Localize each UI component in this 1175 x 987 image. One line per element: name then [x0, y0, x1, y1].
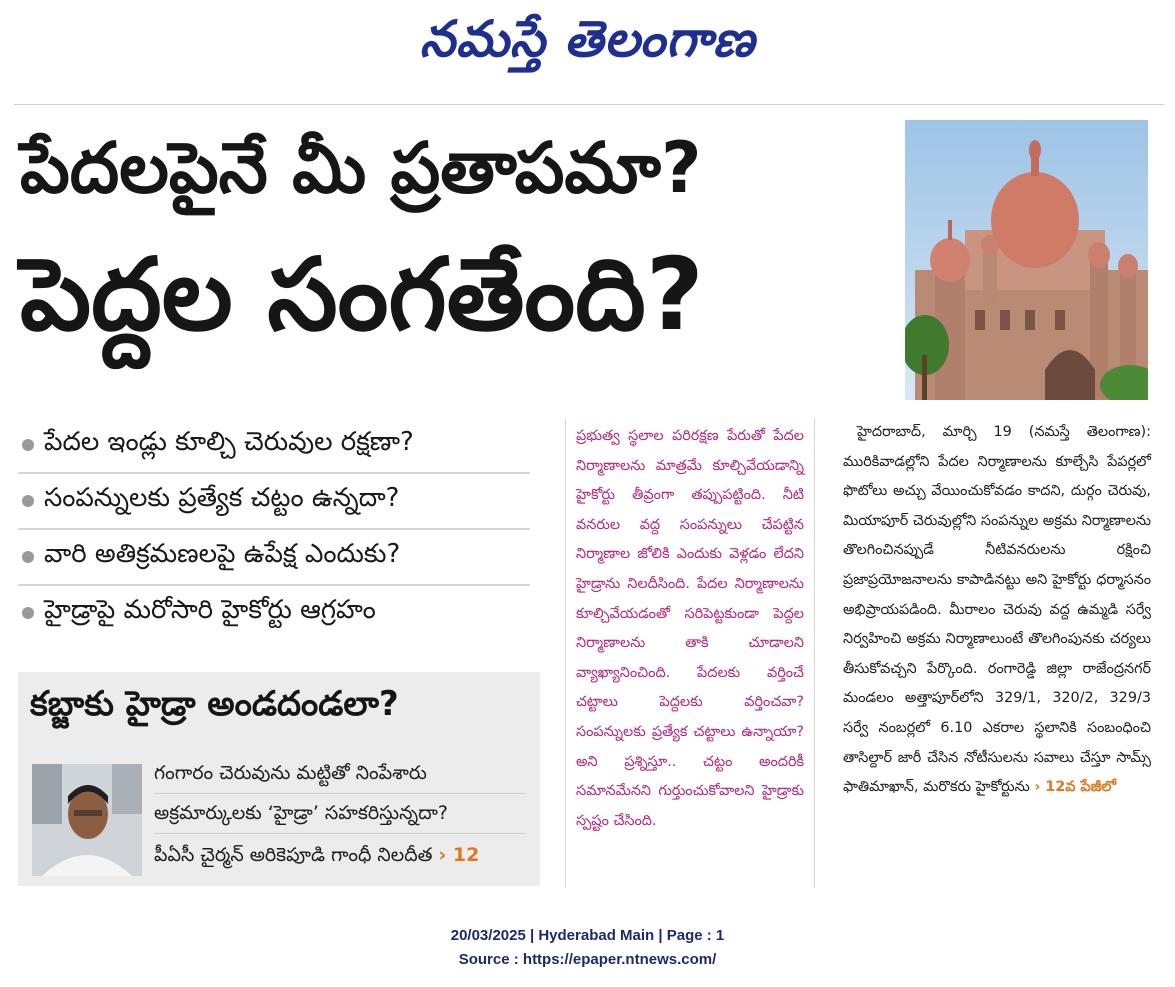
bullet-item	[18, 586, 530, 640]
high-court-photo	[905, 120, 1148, 400]
related-story-line: అక్రమార్కులకు ‘హైడ్రా’ సహకరిస్తున్నదా?	[154, 802, 526, 834]
summary-column	[565, 418, 815, 888]
masthead-divider	[14, 104, 1164, 105]
headline-line-2: పెద్దల సంగతేంది?	[20, 236, 704, 353]
related-story-line-text: పీఏసీ చైర్మన్ అరికెపూడి గాంధీ నిలదీత	[154, 844, 433, 866]
related-story-line	[154, 844, 526, 875]
edition-info: 20/03/2025 | Hyderabad Main | Page : 1	[450, 927, 725, 944]
bullet-text: సంపన్నులకు ప్రత్యేక చట్టం ఉన్నదా?	[44, 483, 400, 513]
related-story-heading: కబ్జాకు హైడ్రా అండదండలా?	[30, 684, 399, 724]
article-column	[843, 418, 1151, 888]
article-body	[843, 418, 1151, 803]
related-story-line: గంగారం చెరువును మట్టితో నింపేశారు	[154, 762, 526, 794]
source-link[interactable]: Source : https://epaper.ntnews.com/	[458, 951, 717, 968]
bullet-text: పేదల ఇండ్లు కూల్చి చెరువుల రక్షణా?	[44, 427, 414, 457]
summary-text: ప్రభుత్వ స్థలాల పరిరక్షణ పేరుతో పేదల నిర్మాణాలను మాత్రమే కూల్చివేయడాన్ని హైకోర్టు తీవ్రంగా తప్పుపట్టింది. నీటి వనరుల వద్ద సంపన్నులు చేపట్టిన నిర్మాణాల జోలికి ఎందుకు వెళ్లడం లేదని హైడ్రాను నిలదీసింది. పేదల నిర్మాణాలను కూల్చివేయడంతో సరిపెట్టకుండా పెద్దల నిర్మాణాలను తాకి చూడాలని వ్యాఖ్యానించింది. పేదలకు వర్తించే చట్టాలు పెద్దలకు వర్తించవా? సంపన్నులకు ప్రత్యేక చట్టాలు ఉన్నాయా? అని ప్రశ్నిస్తూ.. చట్టం అందరికీ సమానమేనని గుర్తుంచుకోవాలని హైడ్రాకు స్పష్టం చేసింది.	[576, 428, 804, 829]
bullet-dot-icon	[22, 551, 34, 563]
article-text: హైదరాబాద్, మార్చి 19 (నమస్తే తెలంగాణ): మురికివాడల్లోని పేదల నిర్మాణాలను కూల్చేసి పేపర్లలో ఫొటోలు అచ్చు వేయించుకోవడం కాదని, దుర్గం చెరువు, మియాపూర్ చెరువుల్లోని సంపన్నుల అక్రమ నిర్మాణాలను తొలగించినప్పుడే నీటివనరులను రక్షించి ప్రజాప్రయోజనాలను కాపాడినట్టు అని హైకోర్టు ధర్మాసనం అభిప్రాయపడింది. మీరాలం చెరువు వద్ద ఉమ్మడి సర్వే నిర్వహించి అక్రమ నిర్మాణాలుంటే తొలగింపునకు చర్యలు తీసుకోవచ్చని పేర్కొంది. రంగారెడ్డి జిల్లా రాజేంద్రనగర్ మండలం అత్తాపూర్‌లోని 329/1, 320/2, 329/3 సర్వే నంబర్లలో 6.10 ఎకరాల స్థలానికి సంబంధించి తాసిల్దార్ జారీ చేసిన నోటీసులను సవాలు చేస్తూ సామ్స్ ఫాతిమాఖాన్, మరొకరు హైకోర్టును	[843, 424, 1151, 796]
bullet-dot-icon	[22, 439, 34, 451]
bullet-text: హైడ్రాపై మరోసారి హైకోర్టు ఆగ్రహం	[44, 595, 376, 625]
bullet-dot-icon	[22, 607, 34, 619]
bullet-list	[18, 418, 530, 640]
masthead	[0, 0, 1175, 96]
bullet-item	[18, 474, 530, 530]
newspaper-logo: నమస్తే తెలంగాణ	[419, 10, 756, 68]
related-story-box	[18, 672, 540, 886]
bullet-item	[18, 530, 530, 586]
epaper-footer	[0, 924, 1175, 972]
bullet-item	[18, 418, 530, 474]
page-reference-link[interactable]: › 12	[438, 844, 480, 866]
politician-photo	[32, 764, 142, 876]
continued-page-link[interactable]: › 12వ పేజీలో	[1034, 779, 1117, 796]
bullet-text: వారి అతిక్రమణలపై ఉపేక్ష ఎందుకు?	[44, 539, 401, 569]
bullet-dot-icon	[22, 495, 34, 507]
headline-line-1: పేదలపైనే మీ ప్రతాపమా?	[20, 127, 702, 209]
